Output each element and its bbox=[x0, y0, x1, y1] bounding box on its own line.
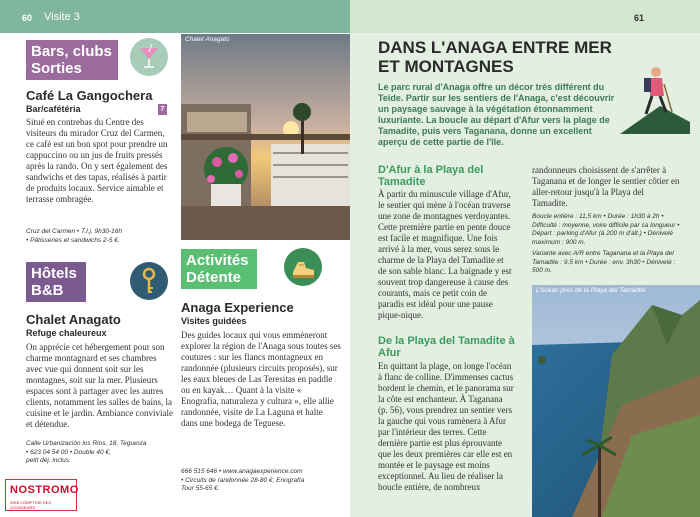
activites-subtitle: Visites guidées bbox=[181, 316, 247, 326]
bars-subtitle: Bar/cafétéria bbox=[26, 104, 81, 114]
activites-tag-line1: Activités bbox=[186, 252, 249, 269]
activites-description: Des guides locaux qui vous emmèneront explorer la région de l'Anaga sous toutes ses coutures : sur les flancs montagneux en randonnée (plusieurs circuits proposés), sur les eaux bleues de Las Teresitas en paddle ou en kayak… Quant à la visite « Enografía, naturaleza y cultura », elle allie randonnée, visite de La Laguna et halte dans une bodega de Teguese. bbox=[181, 330, 341, 428]
hotels-name: Chalet Anagato bbox=[26, 312, 121, 327]
cocktail-glass-icon bbox=[130, 38, 168, 76]
hiking-boot-icon bbox=[284, 248, 322, 286]
right-page bbox=[350, 0, 700, 517]
bars-name: Café La Gangochera bbox=[26, 88, 153, 103]
bars-tag bbox=[26, 40, 118, 80]
section2-title: De la Playa del Tamadite à Afur bbox=[378, 335, 515, 359]
activites-tag bbox=[181, 249, 257, 289]
activites-info-line1: 666 515 646 • www.anagaexperience.com bbox=[181, 468, 303, 475]
hotels-info bbox=[26, 440, 174, 466]
activites-info-line3: Tour 55-65 €. bbox=[181, 485, 220, 492]
bars-info-line1: Cruz del Carmen • T.l.j. 9h30-16h bbox=[26, 228, 122, 235]
hiker-icon bbox=[620, 62, 690, 134]
column2-body: randonneurs choisissent de s'arrêter à Taganana et de longer le sentier côtier en aller-retour jusqu'à la Playa del Tamadite. bbox=[532, 165, 680, 208]
hike-info-full-loop: Boucle entière : 11,5 km • Durée : 1h30 à 2h • Difficulté : moyenne, voire difficile par sa longueur • Départ : parking d'Afur (à 200 m d'alt.) • Dénivelé maximum : 900 m. bbox=[532, 213, 680, 246]
left-header bbox=[0, 0, 350, 33]
section2-body: En quittant la plage, on longe l'océan à flanc de colline. D'immenses cactus bordent le chemin, et le panorama sur la côte est enchanteur. À Taganana (p. 56), vous prendrez un sentier vers la gauche qui vous ramènera à Afur par l'intérieur des terres. Cette dernière partie est plus éprouvante que les deux premières car elle est en montée et le paysage est moins exceptionnel. Au lieu de réaliser la boucle entière, de nombreux bbox=[378, 361, 514, 492]
section1-body: À partir du minuscule village d'Afur, le sentier qui mène à l'océan traverse une zone de montagnes verdoyantes. Cette première partie en pente douce est facile et magnifique. Une fois arrivé à la mer, vous serez sous le charme de la Playa del Tamadite et de son sable blanc. La baignade y est souvent trop dangereuse à cause des courants, mais ce petit coin de paradis est idéal pour une pause pique-nique. bbox=[378, 189, 512, 320]
coast-photo bbox=[532, 285, 700, 517]
key-icon bbox=[130, 262, 168, 300]
nostromo-logo bbox=[5, 479, 77, 511]
activites-info bbox=[181, 468, 341, 494]
right-page-number: 61 bbox=[633, 13, 644, 23]
activites-tag-line2: Détente bbox=[186, 269, 242, 286]
bars-info bbox=[26, 228, 171, 245]
left-page-number: 60 bbox=[22, 13, 33, 23]
hotels-subtitle: Refuge chaleureux bbox=[26, 328, 107, 338]
hotels-info-line3: petit déj. inclus. bbox=[26, 457, 71, 464]
bars-info-line2: • Pâtisseries et sandwichs 2-5 €. bbox=[26, 236, 120, 244]
activites-name: Anaga Experience bbox=[181, 300, 294, 315]
right-title-line1: DANS L'ANAGA ENTRE MER bbox=[378, 38, 612, 57]
logo-sub-text: WEB COMPTOIR DES VOYAGEURS bbox=[10, 500, 52, 510]
hotels-tag bbox=[26, 262, 86, 302]
hotels-info-line2: • 623 04 54 00 • Double 40 €, bbox=[26, 448, 111, 456]
hotels-info-line1: Calle Urbanización los Rios, 18, Teguesta bbox=[26, 440, 147, 447]
bars-tag-line1: Bars, clubs bbox=[31, 43, 112, 60]
left-header-title: Visite 3 bbox=[44, 11, 80, 23]
right-title-line2: ET MONTAGNES bbox=[378, 57, 514, 76]
bars-description: Situé en contrebas du Centre des visiteurs du mirador Cruz del Carmen, ce café est un bon spot pour prendre un cappuccino ou un jus de fruits pressés après la rando. On y sert également des sandwichs et des tapas, réalisés à partir de produits locaux. Service aimable et terrasse ombragée. bbox=[26, 117, 168, 204]
activites-info-line2: • Circuits de randonnée 28-80 €; Enografía bbox=[181, 476, 305, 484]
right-header bbox=[350, 0, 700, 33]
right-intro: Le parc rural d'Anaga offre un décor très différent du Teide. Partir sur les sentiers de l'Anaga, c'est découvrir un paysage sauvage à la végétation étonnamment luxuriante. La boucle au départ d'Afur vers la plage de Tamadite, puis vers Taganana, donne un excellent aperçu de cette partie de l'île. bbox=[378, 82, 615, 147]
hotels-tag-line1: Hôtels bbox=[31, 265, 77, 282]
logo-main-text: NOSTROMO bbox=[10, 484, 79, 496]
chalet-photo bbox=[181, 34, 350, 240]
hotels-description: On apprécie cet hébergement pour son charme montagnard et ses chambres avec vue qui donnent soit sur les montagnes, soit sur la mer. Plusieurs espaces sont à partager avec les autres clients, notamment les salles de bains, la cuisine et le jardin. Ambiance conviviale et détendue. bbox=[26, 342, 173, 429]
chalet-photo-caption: Chalet Anagato bbox=[185, 36, 230, 43]
section1-title: D'Afur à la Playa del Tamadite bbox=[378, 164, 484, 188]
map-badge: 7 bbox=[158, 104, 167, 115]
hotels-tag-line2: B&B bbox=[31, 282, 64, 299]
hike-info-variant: Variante avec A/R entre Taganana et la Playa del Tamadite : 9,5 km • Durée : env. 3h30 • Dénivelé : 500 m. bbox=[532, 250, 676, 274]
coast-photo-caption: L'océan près de la Playa del Tamadite bbox=[536, 287, 646, 294]
bars-tag-line2: Sorties bbox=[31, 60, 82, 77]
